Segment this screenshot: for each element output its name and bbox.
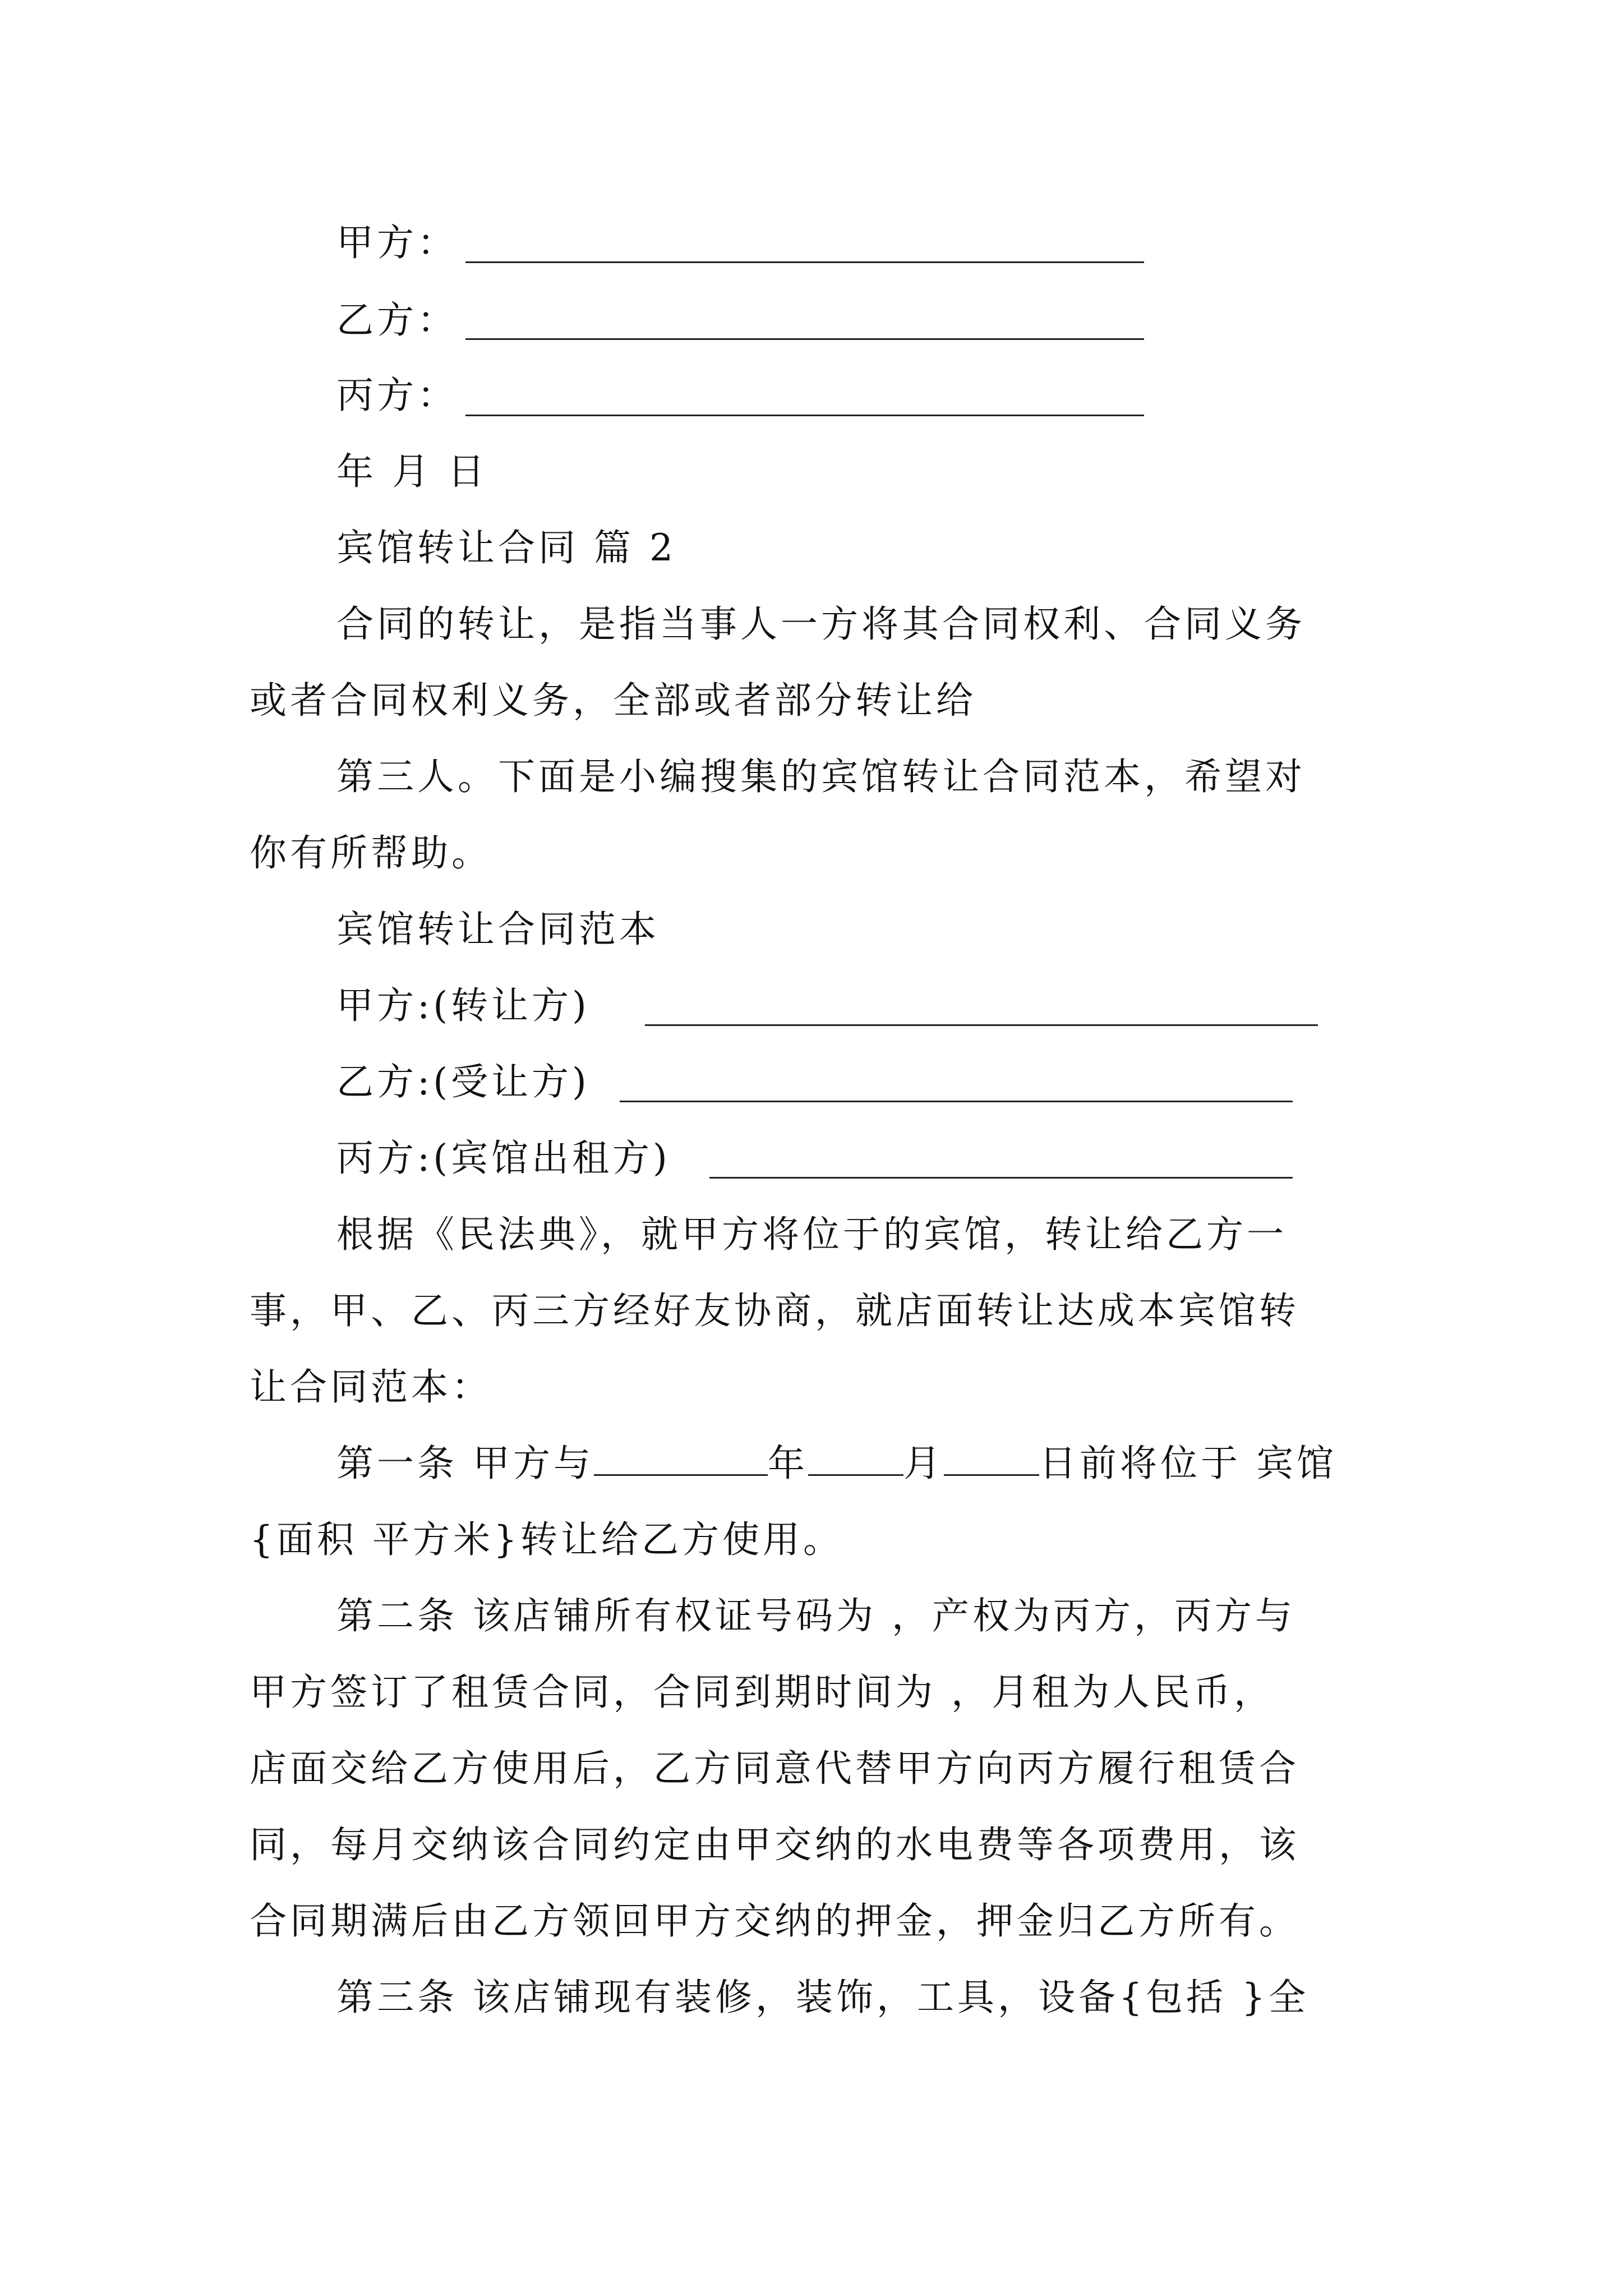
party-a-label: 甲方:(转让方) <box>336 984 590 1027</box>
party-a-signature-blank <box>465 261 1144 263</box>
contract-title: 宾馆转让合同范本 <box>336 908 660 951</box>
party-b-signature-blank <box>465 338 1144 340</box>
preamble-line-2: 事，甲、乙、丙三方经好友协商，就店面转让达成本宾馆转 <box>250 1289 1299 1332</box>
article-2-line-2: 甲方签订了租赁合同，合同到期时间为 ，月租为人民币， <box>250 1671 1274 1714</box>
party-b-blank <box>620 1101 1293 1102</box>
party-b-label: 乙方:(受让方) <box>336 1060 590 1103</box>
article-2-line-3: 店面交给乙方使用后，乙方同意代替甲方向丙方履行租赁合 <box>250 1747 1299 1790</box>
intro-paragraph-2-line-1: 第三人。下面是小编搜集的宾馆转让合同范本，希望对 <box>336 755 1306 798</box>
article-1-year-blank <box>594 1473 768 1476</box>
intro-paragraph-1-line-2: 或者合同权利义务，全部或者部分转让给 <box>250 679 976 722</box>
party-a-blank <box>645 1024 1318 1026</box>
party-c-label: 丙方:(宾馆出租方) <box>336 1137 671 1180</box>
article-1-line-1 <box>336 1442 1337 1485</box>
party-a-signature-label: 甲方： <box>336 221 458 264</box>
article-1-text-rest: 日前将位于 宾馆 <box>1039 1442 1337 1485</box>
intro-paragraph-2-line-2: 你有所帮助。 <box>250 831 492 875</box>
party-c-blank <box>709 1177 1293 1179</box>
party-b-signature-label: 乙方： <box>336 298 458 342</box>
article-1-text-month: 月 <box>903 1442 944 1485</box>
article-1-month-blank <box>808 1473 903 1476</box>
intro-paragraph-1-line-1: 合同的转让，是指当事人一方将其合同权利、合同义务 <box>336 602 1306 646</box>
article-1-text-year: 年 <box>767 1442 808 1485</box>
preamble-line-3: 让合同范本： <box>250 1365 492 1409</box>
article-2-line-5: 合同期满后由乙方领回甲方交纳的押金，押金归乙方所有。 <box>250 1899 1299 1943</box>
preamble-line-1: 根据《民法典》，就甲方将位于的宾馆，转让给乙方一 <box>336 1213 1287 1256</box>
article-2-line-4: 同，每月交纳该合同约定由甲交纳的水电费等各项费用，该 <box>250 1823 1299 1866</box>
article-1-text-a: 第一条 甲方与 <box>336 1442 594 1485</box>
article-1-line-2: {面积 平方米}转让给乙方使用。 <box>250 1518 843 1561</box>
article-2-line-1: 第二条 该店铺所有权证号码为 ，产权为丙方，丙方与 <box>336 1594 1295 1637</box>
party-c-signature-label: 丙方： <box>336 374 458 417</box>
party-c-signature-blank <box>465 415 1144 416</box>
signature-date: 年 月 日 <box>336 450 488 493</box>
article-3-line-1: 第三条 该店铺现有装修，装饰，工具，设备{包括 }全 <box>336 1976 1309 2019</box>
article-1-day-blank <box>944 1473 1039 1476</box>
section-heading: 宾馆转让合同 篇 2 <box>336 526 676 569</box>
